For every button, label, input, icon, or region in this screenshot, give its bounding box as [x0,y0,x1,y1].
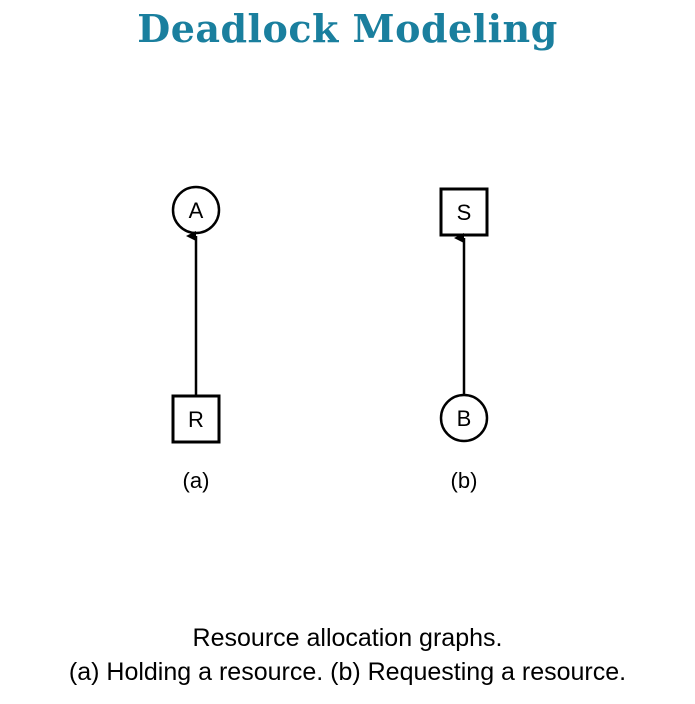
resource-node-r-label: R [188,407,204,432]
caption-line-2: (a) Holding a resource. (b) Requesting a resource. [68,658,627,686]
process-node-a-label: A [188,198,204,223]
resource-node-s-label: S [456,200,472,225]
panel-label-a: (a) [182,468,210,493]
process-node-b-label: B [456,406,472,431]
panel-label-b: (b) [450,468,478,493]
caption-line-1: Resource allocation graphs. [192,624,503,652]
graph-a [173,187,219,493]
slide-title: Deadlock Modeling [137,6,558,51]
graph-b [441,189,487,493]
